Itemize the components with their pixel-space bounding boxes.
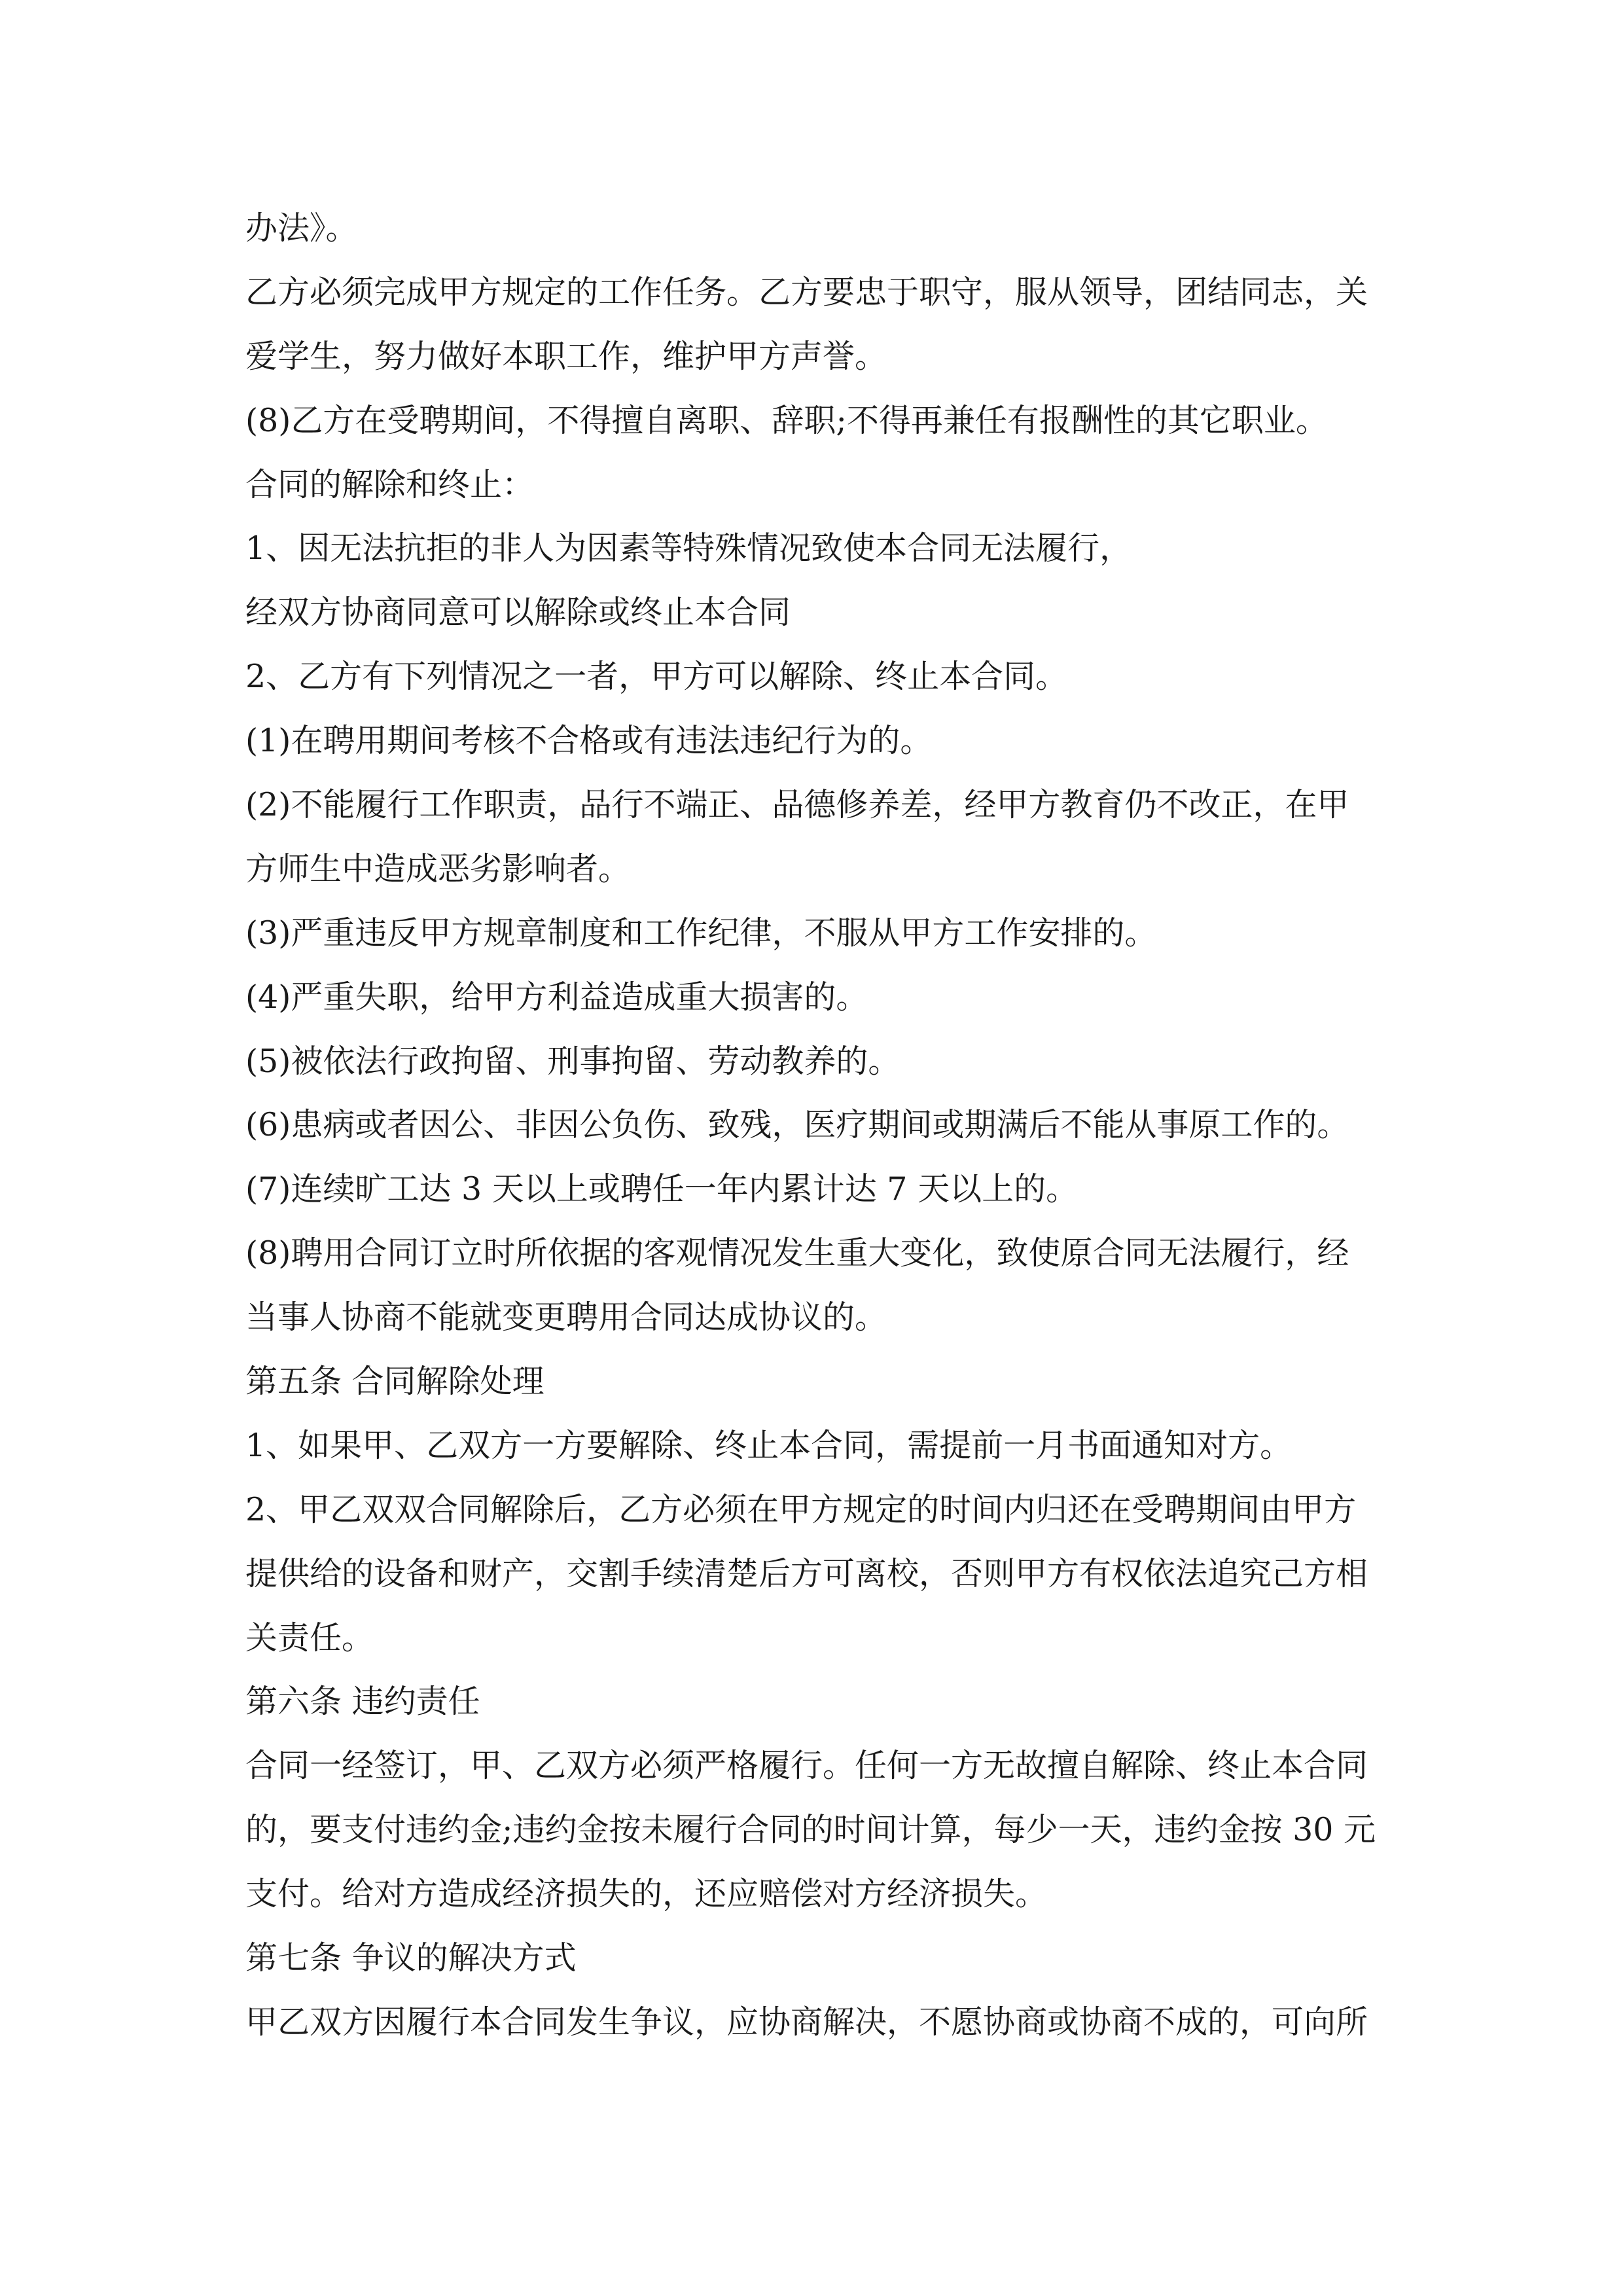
text-line: 的，要支付违约金;违约金按未履行合同的时间计算，每少一天，违约金按 30 元 [245,1811,1376,1849]
list-item: (6)患病或者因公、非因公负伤、致残，医疗期间或期满后不能从事原工作的。 [245,1106,1349,1144]
text-line: 爱学生，努力做好本职工作，维护甲方声誉。 [245,337,887,375]
text-line: 方师生中造成恶劣影响者。 [245,850,631,888]
text-line: 经双方协商同意可以解除或终止本合同 [245,594,791,632]
list-item: (3)严重违反甲方规章制度和工作纪律，不服从甲方工作安排的。 [245,914,1157,952]
text-line: 办法》。 [245,209,358,247]
list-item: (4)严重失职，给甲方利益造成重大损害的。 [245,978,868,1016]
text-line: 2、乙方有下列情况之一者，甲方可以解除、终止本合同。 [245,658,1068,696]
text-line: 支付。给对方造成经济损失的，还应赔偿对方经济损失。 [245,1875,1048,1913]
text-line: 提供给的设备和财产，交割手续清楚后方可离校，否则甲方有权依法追究己方相 [245,1554,1368,1592]
text-line: 甲乙双方因履行本合同发生争议，应协商解决，不愿协商或协商不成的，可向所 [245,2003,1368,2041]
text-line: 关责任。 [245,1619,374,1657]
article-heading: 第六条 违约责任 [245,1683,480,1721]
text-line: 当事人协商不能就变更聘用合同达成协议的。 [245,1299,887,1336]
list-item: (8)聘用合同订立时所依据的客观情况发生重大变化，致使原合同无法履行，经 [245,1234,1349,1272]
list-item: (5)被依法行政拘留、刑事拘留、劳动教养的。 [245,1042,901,1080]
list-item: (1)在聘用期间考核不合格或有违法违纪行为的。 [245,722,933,760]
article-heading: 第五条 合同解除处理 [245,1363,544,1401]
document-body [245,196,1384,2054]
text-line: 乙方必须完成甲方规定的工作任务。乙方要忠于职守，服从领导，团结同志，关 [245,273,1368,311]
list-item: (7)连续旷工达 3 天以上或聘任一年内累计达 7 天以上的。 [245,1170,1079,1208]
list-item: (2)不能履行工作职责，品行不端正、品德修养差，经甲方教育仍不改正，在甲 [245,786,1349,824]
text-line: (8)乙方在受聘期间，不得擅自离职、辞职;不得再兼任有报酬性的其它职业。 [245,401,1328,439]
article-heading: 第七条 争议的解决方式 [245,1939,577,1977]
text-line: 1、因无法抗拒的非人为因素等特殊情况致使本合同无法履行， [245,529,1132,567]
section-heading: 合同的解除和终止： [245,465,535,503]
text-line: 合同一经签订，甲、乙双方必须严格履行。任何一方无故擅自解除、终止本合同 [245,1747,1368,1785]
text-line: 1、如果甲、乙双方一方要解除、终止本合同，需提前一月书面通知对方。 [245,1426,1293,1464]
text-line: 2、甲乙双双合同解除后，乙方必须在甲方规定的时间内归还在受聘期间由甲方 [245,1490,1357,1528]
